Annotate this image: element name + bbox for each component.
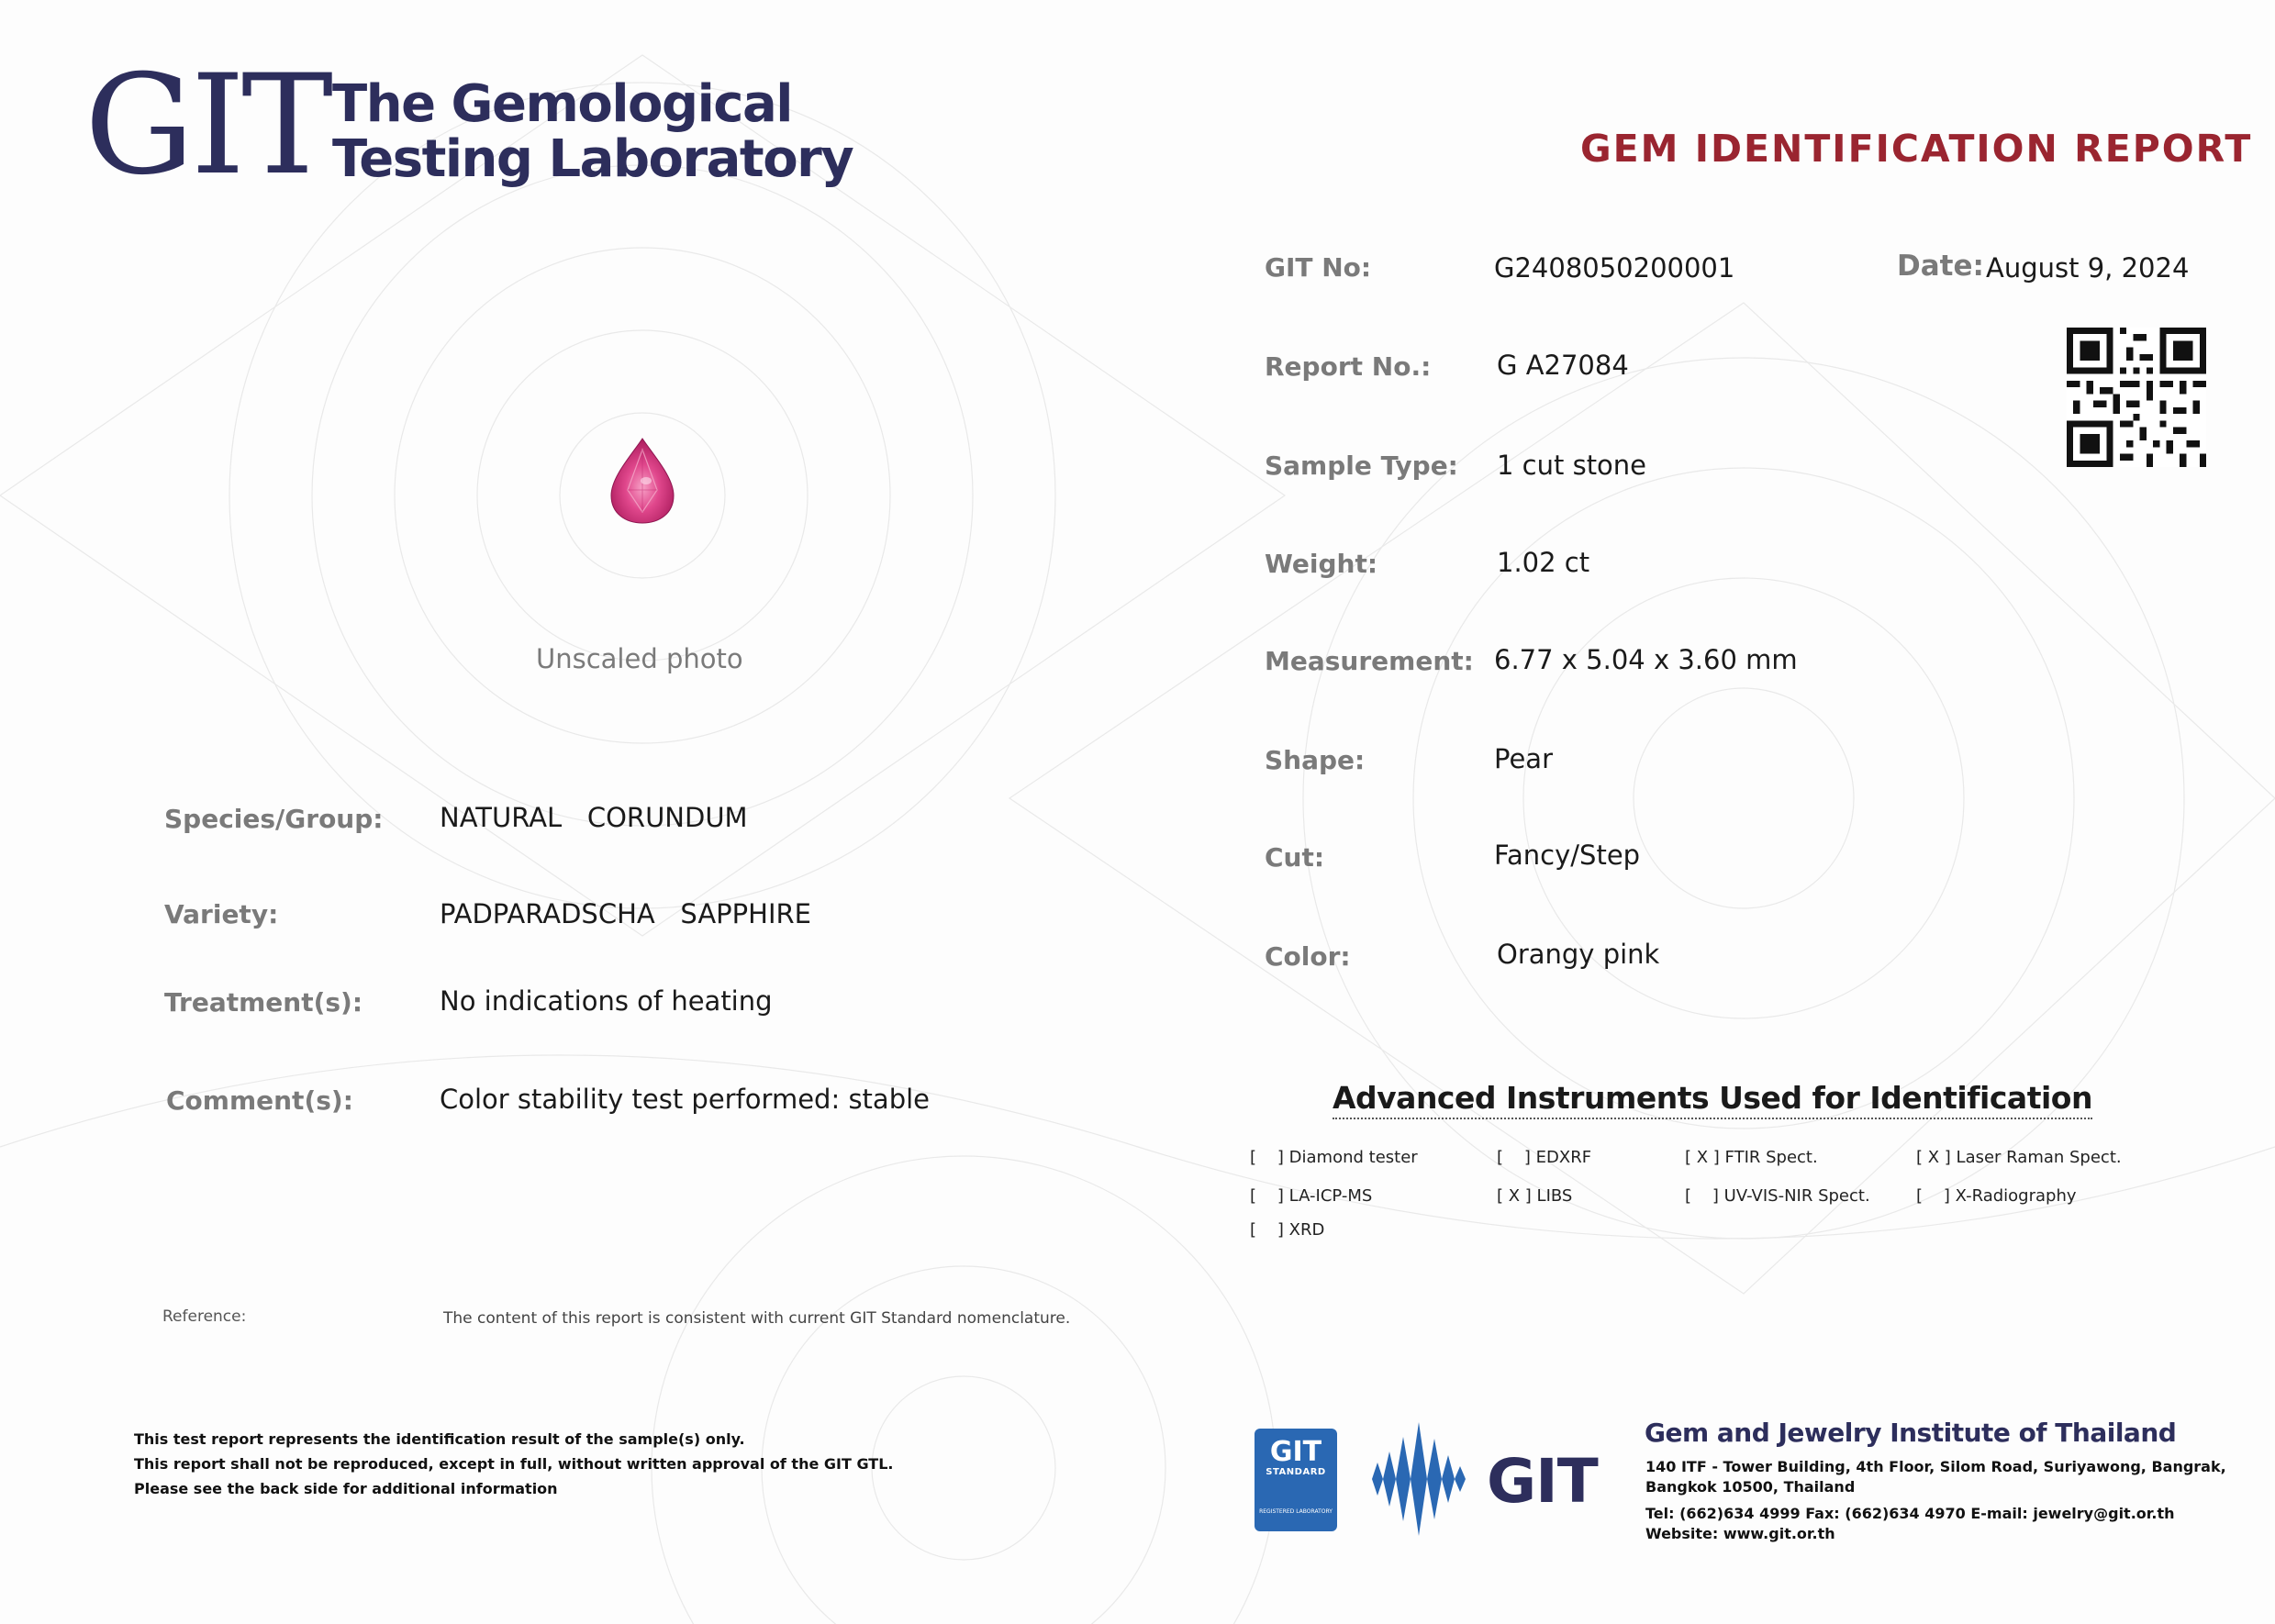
badge-git-text: GIT: [1269, 1436, 1322, 1468]
address-line2: Bangkok 10500, Thailand: [1645, 1478, 1856, 1496]
instrument-item: [ X ] Laser Raman Spect.: [1916, 1148, 2122, 1167]
date-value: August 9, 2024: [1986, 252, 2190, 284]
badge-standard-text: STANDARD: [1266, 1467, 1326, 1477]
contact-line: Tel: (662)634 4999 Fax: (662)634 4970 E-mail: jewelry@git.or.th: [1645, 1505, 2175, 1522]
comment-value: Color stability test performed: stable: [440, 1084, 931, 1115]
git-no-value: G2408050200001: [1494, 252, 1735, 284]
git-footer-logo-text: GIT: [1487, 1446, 1598, 1517]
institute-name: Gem and Jewelry Institute of Thailand: [1645, 1418, 2177, 1448]
git-no-label: GIT No:: [1265, 252, 1372, 283]
qr-code-icon: [2067, 328, 2206, 467]
variety-label: Variety:: [164, 899, 279, 929]
instrument-item: [ ] LA-ICP-MS: [1250, 1186, 1373, 1206]
badge-registered-text: REGISTERED LABORATORY: [1259, 1508, 1333, 1515]
sample-type-value: 1 cut stone: [1497, 450, 1647, 481]
instrument-item: [ ] EDXRF: [1497, 1148, 1592, 1167]
color-value: Orangy pink: [1497, 939, 1660, 970]
instrument-item: [ ] UV-VIS-NIR Spect.: [1685, 1186, 1870, 1206]
measurement-value: 6.77 x 5.04 x 3.60 mm: [1494, 644, 1798, 675]
reference-text: The content of this report is consistent with current GIT Standard nomenclature.: [443, 1309, 1071, 1328]
instrument-item: [ ] X-Radiography: [1916, 1186, 2077, 1206]
address-line1: 140 ITF - Tower Building, 4th Floor, Silom Road, Suriyawong, Bangrak,: [1645, 1458, 2226, 1475]
git-standard-badge: [1255, 1429, 1337, 1531]
instruments-title: Advanced Instruments Used for Identification: [1333, 1080, 2092, 1119]
report-no-value: G A27084: [1497, 350, 1629, 381]
treatment-label: Treatment(s):: [164, 987, 363, 1018]
lab-name-line2: Testing Laboratory: [332, 129, 853, 189]
treatment-value: No indications of heating: [440, 985, 773, 1017]
date-label: Date:: [1897, 250, 1984, 283]
disclaimer-line2: This report shall not be reproduced, except in full, without written approval of the GIT GTL.: [134, 1455, 894, 1473]
lab-name-line1: The Gemological: [332, 74, 792, 134]
comment-label: Comment(s):: [166, 1085, 353, 1116]
measurement-label: Measurement:: [1265, 646, 1474, 676]
photo-caption: Unscaled photo: [536, 643, 743, 674]
shape-label: Shape:: [1265, 745, 1366, 775]
website-line: Website: www.git.or.th: [1645, 1525, 1835, 1542]
instrument-item: [ ] XRD: [1250, 1220, 1325, 1240]
species-label: Species/Group:: [164, 804, 384, 834]
disclaimer-line1: This test report represents the identification result of the sample(s) only.: [134, 1430, 745, 1448]
instrument-item: [ X ] LIBS: [1497, 1186, 1573, 1206]
lab-name: [332, 74, 853, 189]
reference-label: Reference:: [162, 1307, 247, 1326]
instrument-item: [ X ] FTIR Spect.: [1685, 1148, 1818, 1167]
instrument-item: [ ] Diamond tester: [1250, 1148, 1418, 1167]
gemstone-photo: [606, 435, 679, 527]
cut-label: Cut:: [1265, 842, 1325, 873]
git-wave-logo-icon: [1370, 1418, 1473, 1540]
sample-type-label: Sample Type:: [1265, 450, 1458, 481]
weight-label: Weight:: [1265, 549, 1378, 579]
weight-value: 1.02 ct: [1497, 547, 1590, 578]
report-no-label: Report No.:: [1265, 351, 1432, 382]
color-label: Color:: [1265, 941, 1351, 972]
shape-value: Pear: [1494, 743, 1553, 774]
git-logo-letters: GIT: [84, 46, 330, 206]
cut-value: Fancy/Step: [1494, 840, 1641, 871]
species-value: NATURAL CORUNDUM: [440, 802, 748, 833]
variety-value: PADPARADSCHA SAPPHIRE: [440, 898, 811, 929]
disclaimer-line3: Please see the back side for additional information: [134, 1480, 558, 1497]
report-title: GEM IDENTIFICATION REPORT: [1580, 127, 2253, 171]
